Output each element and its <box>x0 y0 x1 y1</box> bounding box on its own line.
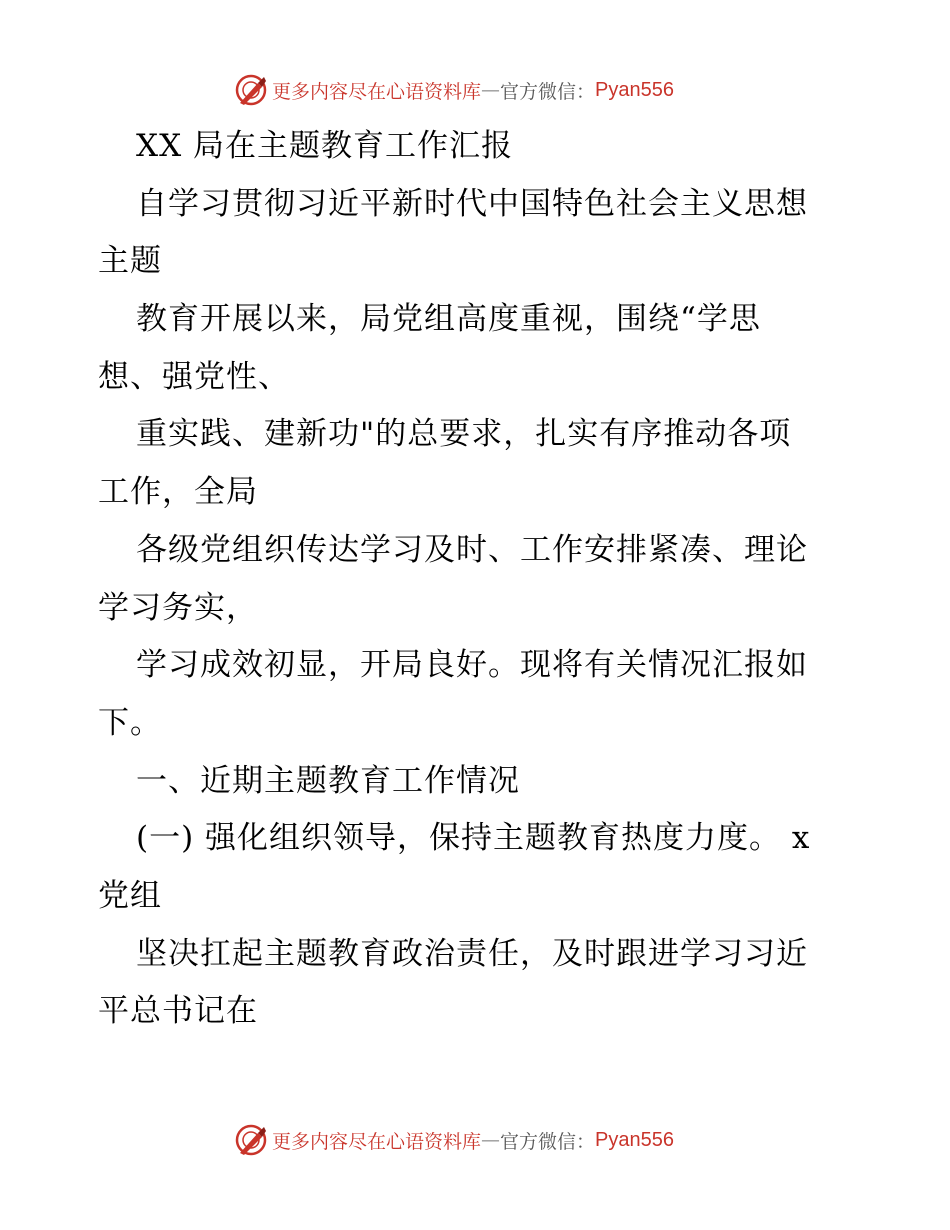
watermark-slogan: 更多内容尽在心语资料库 <box>272 1130 482 1153</box>
watermark-label: 官方微信： <box>500 80 596 103</box>
text-line: 各级党组织传达学习及时、工作安排紧凑、理论 <box>136 531 808 568</box>
pen-logo-icon <box>234 73 268 107</box>
document-body <box>98 118 854 1041</box>
watermark-wechat-id: Pyan556 <box>595 1128 674 1151</box>
text-line: 下。 <box>98 704 162 741</box>
text-line: 党组 <box>98 877 162 914</box>
watermark-wechat-id: Pyan556 <box>595 78 674 101</box>
text-line: 平总书记在 <box>98 993 258 1030</box>
text-line: 教育开展以来，局党组高度重视，围绕“学思 <box>136 301 761 338</box>
watermark-slogan: 更多内容尽在心语资料库 <box>272 80 482 103</box>
watermark-label: 官方微信： <box>500 1130 596 1153</box>
text-line: 一、近期主题教育工作情况 <box>136 762 520 799</box>
footer-watermark <box>234 1122 674 1158</box>
text-line: 工作，全局 <box>98 474 258 511</box>
text-line: 自学习贯彻习近平新时代中国特色社会主义思想 <box>136 185 808 222</box>
text-line: 想、强党性、 <box>98 358 290 395</box>
text-line: (一) 强化组织领导，保持主题教育热度力度。 x <box>136 820 811 857</box>
text-line: 坚决扛起主题教育政治责任，及时跟进学习习近 <box>136 935 808 972</box>
text-line: 主题 <box>98 243 162 280</box>
text-line: 学习务实， <box>98 589 258 626</box>
text-line: 学习成效初显，开局良好。现将有关情况汇报如 <box>136 647 808 684</box>
watermark-dash: — <box>481 1129 501 1151</box>
watermark-dash: — <box>481 79 501 101</box>
document-title: XX 局在主题教育工作汇报 <box>136 128 513 164</box>
header-watermark <box>234 72 674 108</box>
text-line: 重实践、建新功"的总要求，扎实有序推动各项 <box>136 416 792 453</box>
pen-logo-icon <box>234 1123 268 1157</box>
